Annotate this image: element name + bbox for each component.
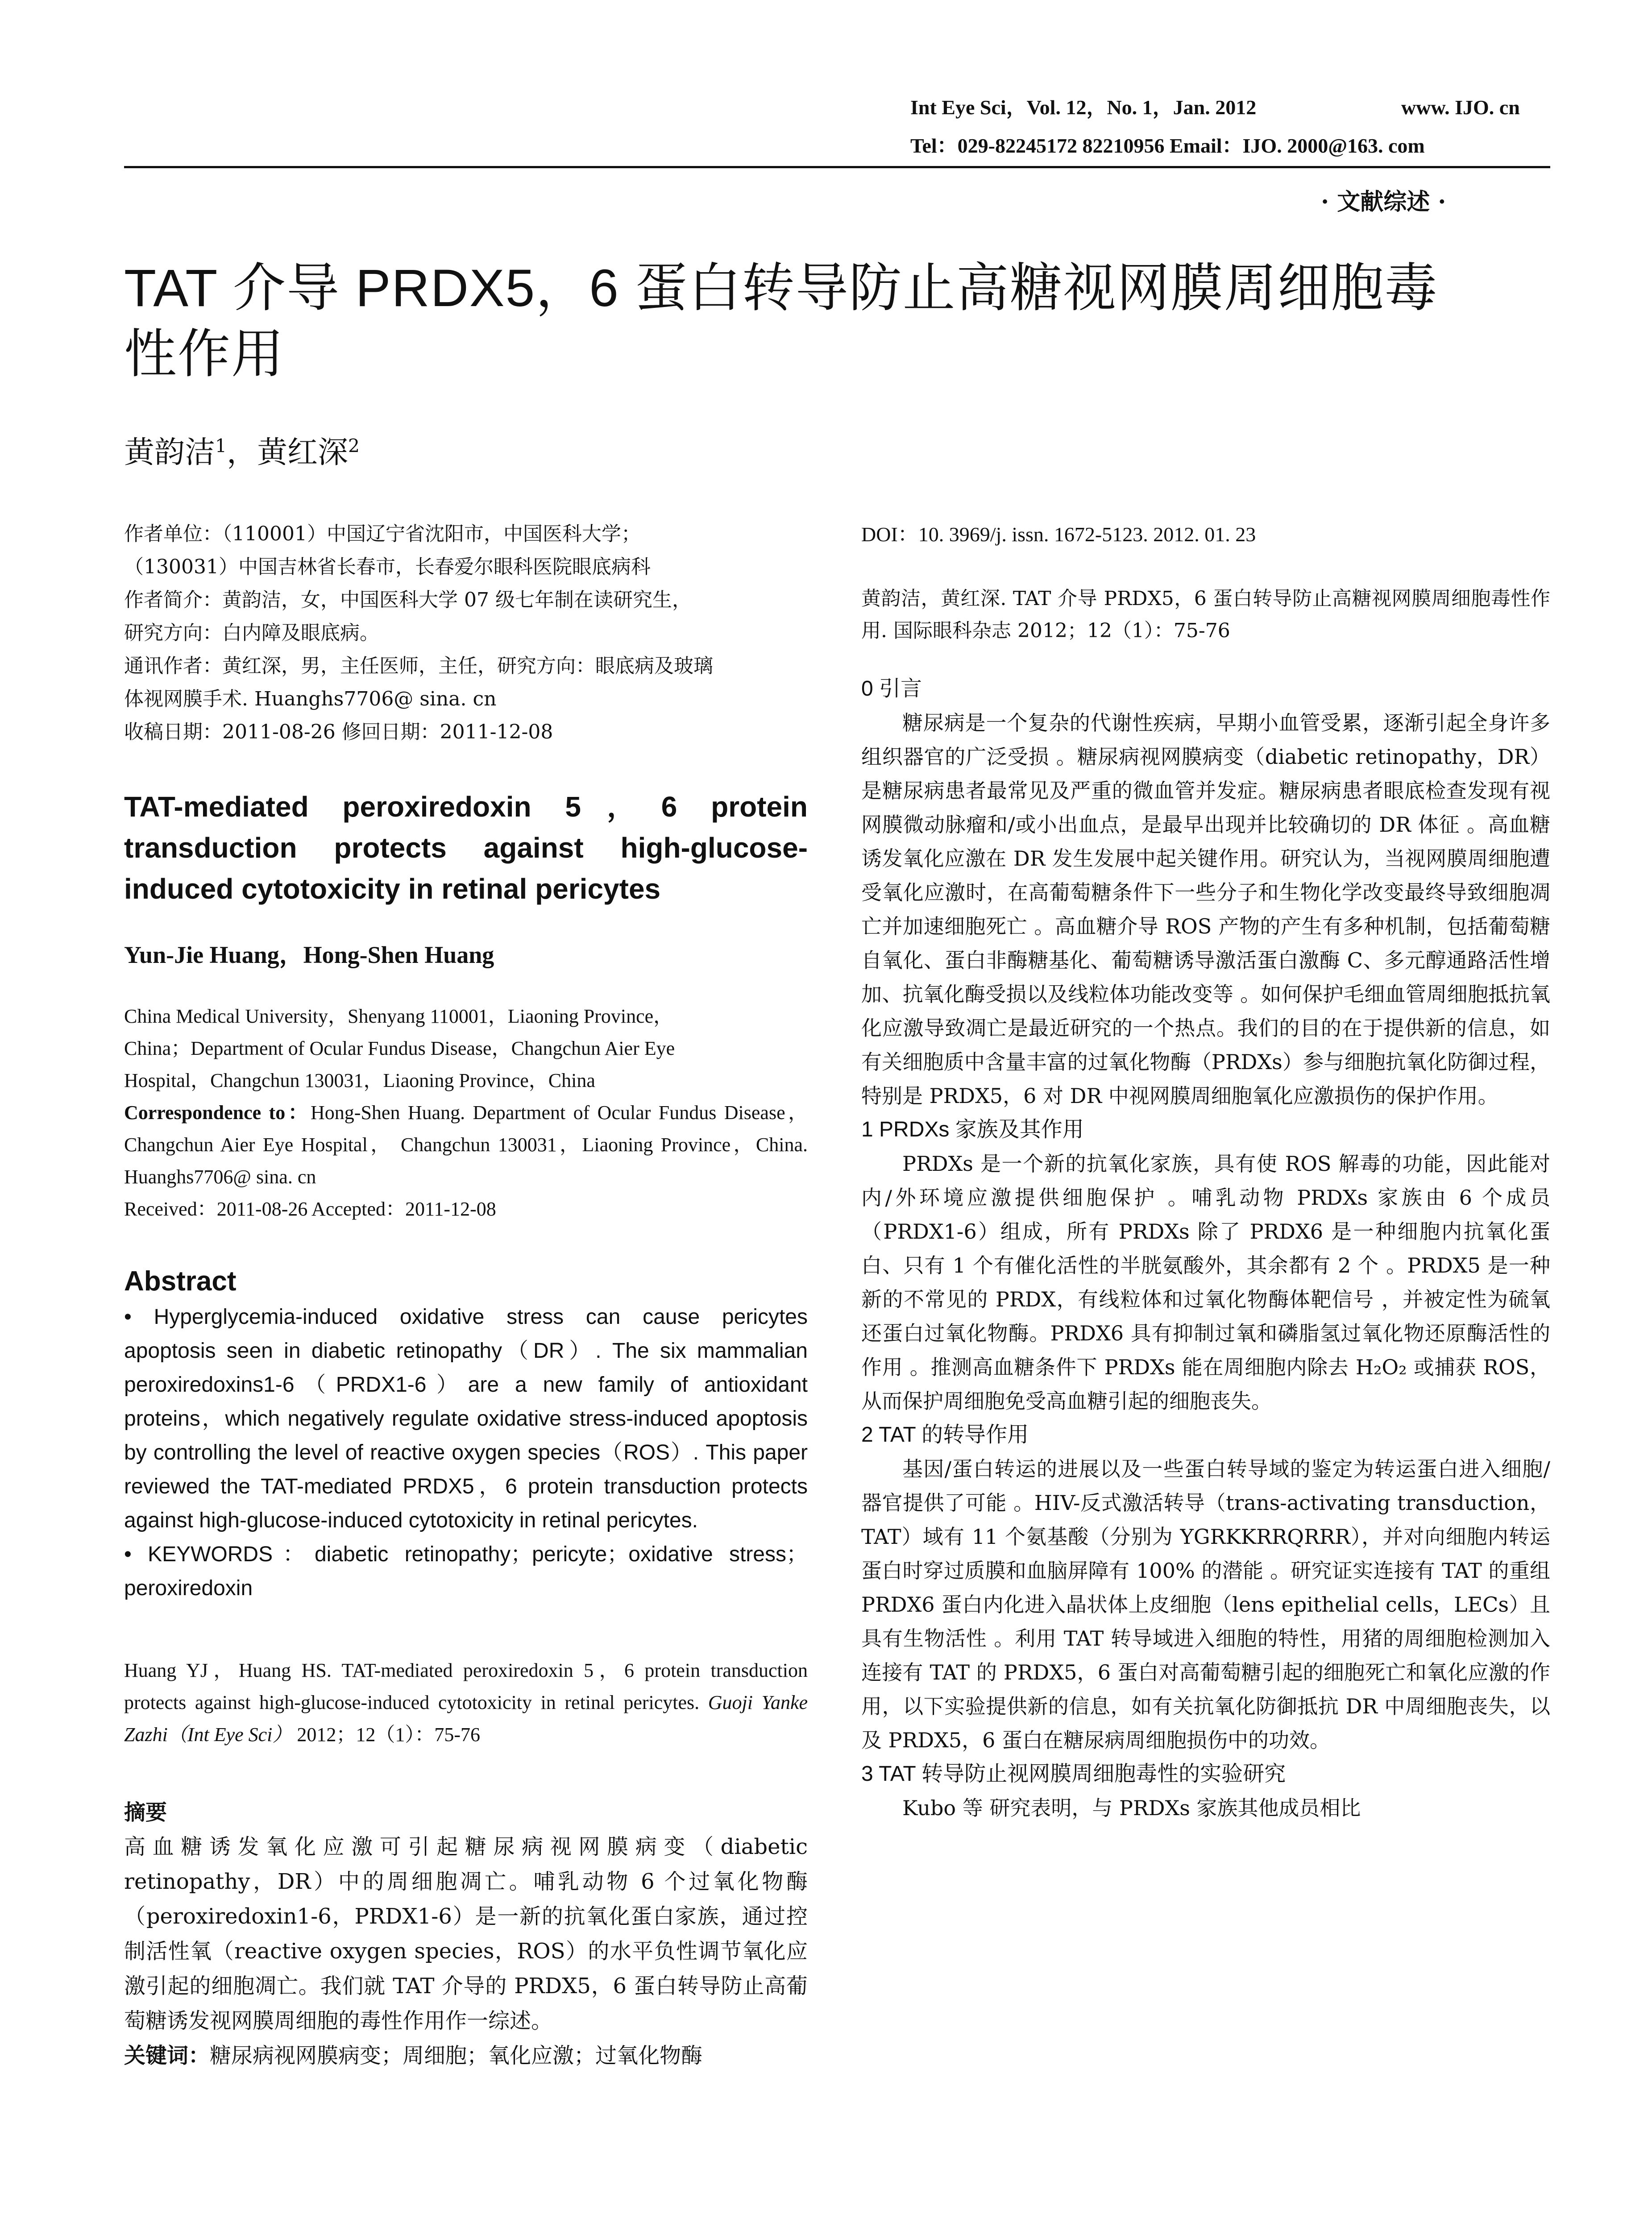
section-tag: · 文献综述 · (1321, 188, 1446, 216)
en-affil-line-1: China Medical University，Shenyang 110001，Liaoning Province， (124, 1005, 673, 1027)
abstract-cn-body: 高血糖诱发氧化应激可引起糖尿病视网膜病变（diabetic retinopathy，DR）中的周细胞凋亡。哺乳动物 6 个过氧化物酶（peroxiredoxin1-6，PRDX1-6）是一新的抗氧化蛋白家族，通过控制活性氧（reactive oxygen species，ROS）的水平负性调节氧化应激引起的细胞凋亡。我们就 TAT 介导的 PRDX5，6 蛋白转导防止高葡萄糖诱发视网膜周细胞的毒性作用作一综述。 (124, 1834, 808, 2033)
title-line-2: 性作用 (124, 325, 285, 384)
section-3-body: Kubo 等 研究表明，与 PRDXs 家族其他成员相比 (902, 1796, 1361, 1820)
abstract-cn-kw-label: 关键词： (124, 2043, 210, 2068)
received-accepted: Received：2011-08-26 Accepted：2011-12-08 (124, 1198, 496, 1220)
english-authors: Yun-Jie Huang，Hong-Shen Huang (124, 941, 494, 968)
left-column (124, 518, 808, 2073)
abstract-cn-keywords (124, 2038, 808, 2073)
citation-en-text: Huang YJ，Huang HS. TAT-mediated peroxiredoxin 5，6 protein transduction protects against high-glucose-induced cytotoxicity in retinal pericytes. (124, 1659, 808, 1713)
abstract-keywords: • KEYWORDS：diabetic retinopathy；pericyte；oxidative stress；peroxiredoxin (124, 1543, 808, 1600)
citation-en-tail: 2012；12（1）：75-76 (297, 1724, 481, 1746)
correspondence-text: Hong-Shen Huang. Department of Ocular Fundus Disease， Changchun Aier Eye Hospital， Changchun 130031，Liaoning Province，China. Huanghs7706@ sina. cn (124, 1102, 808, 1188)
abstract-cn-heading: 摘要 (124, 1800, 167, 1825)
article-title (124, 255, 1552, 387)
section-0-heading: 0 引言 (861, 677, 922, 701)
section-2-heading: 2 TAT 的转导作用 (861, 1423, 1029, 1447)
section-3-heading: 3 TAT 转导防止视网膜周细胞毒性的实验研究 (861, 1762, 1286, 1786)
title-line-1: TAT 介导 PRDX5，6 蛋白转导防止高糖视网膜周细胞毒 (124, 259, 1438, 318)
author-1: 黄韵洁 (124, 435, 216, 470)
doi[interactable]: DOI：10. 3969/j. issn. 1672-5123. 2012. 01. 23 (861, 523, 1256, 546)
journal-website[interactable]: www. IJO. cn (1401, 96, 1520, 119)
affil-cn-line-1: 作者单位：（110001）中国辽宁省沈阳市，中国医科大学； (124, 523, 641, 545)
affil-cn-line-5: 通讯作者：黄红深，男，主任医师，主任，研究方向：眼底病及玻璃 (124, 655, 713, 677)
affiliation-cn (124, 518, 808, 749)
citation-en (124, 1655, 808, 1751)
correspondence-label: Correspondence to： (124, 1102, 311, 1124)
affil-cn-line-3: 作者简介：黄韵洁，女，中国医科大学 07 级七年制在读研究生， (124, 589, 692, 611)
abstract-body: • Hyperglycemia-induced oxidative stress can cause pericytes apoptosis seen in diabetic retinopathy（DR）. The six mammalian peroxiredoxins1-6（PRDX1-6）are a new family of antioxidant proteins，which negatively regulate oxidative stress-induced apoptosis by controlling the level of reactive oxygen species（ROS）. This paper reviewed the TAT-mediated PRDX5，6 protein transduction protects against high-glucose-induced cytotoxicity in retinal pericytes. (124, 1305, 808, 1532)
abstract-cn-kw-text: 糖尿病视网膜病变；周细胞；氧化应激；过氧化物酶 (210, 2043, 703, 2068)
journal-issue: Int Eye Sci，Vol. 12，No. 1，Jan. 2012 (910, 96, 1257, 119)
english-title: TAT-mediated peroxiredoxin 5，6 protein transduction protects against high-glucose-induced cytotoxicity in retinal pericytes (124, 791, 808, 905)
affil-cn-line-2: （130031）中国吉林省长春市，长春爱尔眼科医院眼底病科 (124, 556, 651, 578)
correspondence (124, 1097, 808, 1193)
author-2: ，黄红深 (226, 435, 348, 470)
right-column (861, 518, 1550, 1825)
affil-cn-line-6: 体视网膜手术. Huanghs7706@ sina. cn (124, 688, 497, 710)
citation-cn: 黄韵洁，黄红深. TAT 介导 PRDX5，6 蛋白转导防止高糖视网膜周细胞毒性作用. 国际眼科杂志 2012；12（1）：75-76 (861, 587, 1550, 642)
author-2-sup: 2 (348, 435, 360, 457)
section-1-heading: 1 PRDXs 家族及其作用 (861, 1118, 1084, 1141)
journal-contact: Tel：029-82245172 82210956 Email：IJO. 2000@163. com (910, 134, 1425, 157)
header-rule (124, 166, 1550, 168)
abstract-heading: Abstract (124, 1266, 237, 1297)
en-affil-line-2: China；Department of Ocular Fundus Disease，Changchun Aier Eye (124, 1037, 675, 1059)
author-1-sup: 1 (215, 435, 227, 457)
citation-en-journal: Guoji Yanke Zazhi（Int Eye Sci） (124, 1692, 808, 1746)
authors-cn (124, 428, 360, 472)
section-0-body: 糖尿病是一个复杂的代谢性疾病，早期小血管受累，逐渐引起全身许多组织器官的广泛受损 。糖尿病视网膜病变（diabetic retinopathy，DR）是糖尿病患者最常见及严重的微血管并发症。糖尿病患者眼底检查发现有视网膜微动脉瘤和/或小出血点，是最早出现并比较确切的 DR 体征 。高血糖诱发氧化应激在 DR 发生发展中起关键作用。研究认为，当视网膜周细胞遭受氧化应激时，在高葡萄糖条件下一些分子和生物化学改变最终导致细胞凋亡并加速细胞死亡 。高血糖介导 ROS 产物的产生有多种机制，包括葡萄糖自氧化、蛋白非酶糖基化、葡萄糖诱导激活蛋白激酶 C、多元醇通路活性增加、抗氧化酶受损以及线粒体功能改变等 。如何保护毛细血管周细胞抵抗氧化应激导致凋亡是最近研究的一个热点。我们的目的在于提供新的信息，如有关细胞质中含量丰富的过氧化物酶（PRDXs）参与细胞抗氧化防御过程，特别是 PRDX5，6 对 DR 中视网膜周细胞氧化应激损伤的保护作用。 (861, 711, 1550, 1108)
section-1-body: PRDXs 是一个新的抗氧化家族，具有使 ROS 解毒的功能，因此能对内/外环境应激提供细胞保护 。哺乳动物 PRDXs 家族由 6 个成员（PRDX1-6）组成，所有 PRDXs 除了 PRDX6 是一种细胞内抗氧化蛋白、只有 1 个有催化活性的半胱氨酸外，其余都有 2 个 。PRDX5 是一种新的不常见的 PRDX，有线粒体和过氧化物酶体靶信号 ，并被定性为硫氧还蛋白过氧化物酶。PRDX6 具有抑制过氧和磷脂氢过氧化物还原酶活性的作用 。推测高血糖条件下 PRDXs 能在周细胞内除去 H₂O₂ 或捕获 ROS，从而保护周细胞免受高血糖引起的细胞丧失。 (861, 1152, 1550, 1413)
section-2-body: 基因/蛋白转运的进展以及一些蛋白转导域的鉴定为转运蛋白进入细胞/器官提供了可能 。HIV-反式激活转导（trans-activating transduction，TAT）域有 11 个氨基酸（分别为 YGRKKRRQRRR），并对向细胞内转运蛋白时穿过质膜和血脑屏障有 100% 的潜能 。研究证实连接有 TAT 的重组 PRDX6 蛋白内化进入晶状体上皮细胞（lens epithelial cells，LECs）且具有生物活性 。利用 TAT 转导域进入细胞的特性，用猪的周细胞检测加入连接有 TAT 的 PRDX5，6 蛋白对高葡萄糖引起的细胞死亡和氧化应激的作用，以下实验提供新的信息，如有关抗氧化防御抵抗 DR 中周细胞丧失，以及 PRDX5，6 蛋白在糖尿病周细胞损伤中的功效。 (861, 1457, 1550, 1752)
english-affiliation (124, 1000, 808, 1225)
en-affil-line-3: Hospital，Changchun 130031，Liaoning Province，China (124, 1070, 595, 1091)
affil-cn-line-7: 收稿日期：2011-08-26 修回日期：2011-12-08 (124, 721, 553, 743)
affil-cn-line-4: 研究方向：白内障及眼底病。 (124, 622, 379, 644)
